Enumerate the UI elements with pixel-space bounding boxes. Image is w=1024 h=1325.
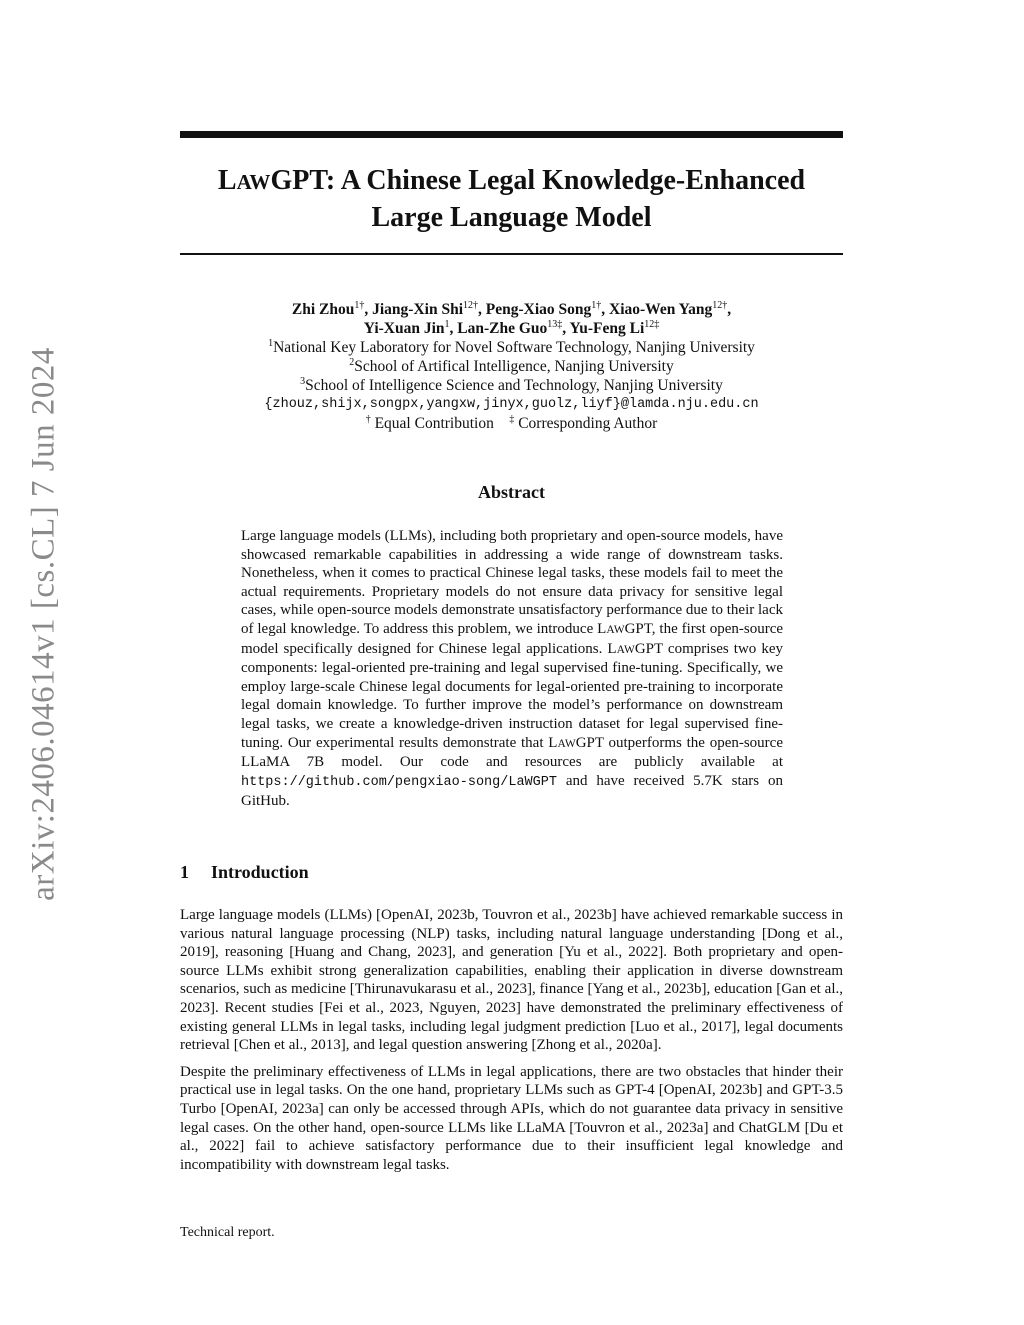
affiliation-2-text: School of Artifical Intelligence, Nanjing University	[354, 358, 674, 375]
affiliation-1	[180, 338, 843, 357]
title-line-1	[180, 163, 843, 200]
author-names-line-2: Yi-Xuan Jin$^1$, Lan-Zhe Guo$^{13\ddagger}$, Yu-Feng $Li^{12\ddagger}$	[363, 318, 660, 337]
author-names-line-1: Zhi Zhou$^{1\dagger}$, Jiang-Xin Shi$^{12\dagger}$, Peng-Xiao Song$^{1\dagger}$, Xiao-Wen Yang$^{12\dagger}$,	[291, 299, 732, 318]
abstract-text-5: and have received 5.7K stars on GitHub.	[241, 772, 783, 810]
abstract-text-4: GPT outperforms the open-source LLaMA 7B model. Our code and resources are publicly available at	[241, 734, 783, 771]
title-rule-bottom	[180, 253, 843, 255]
author-1: Zhi Zhou	[291, 301, 355, 318]
lawgpt-sc-initial-2: L	[607, 640, 617, 657]
title-sc-initial: L	[217, 165, 237, 196]
lawgpt-sc-small-2: AW	[616, 643, 635, 656]
lawgpt-sc-small-1: AW	[606, 623, 625, 636]
author-6: Lan-Zhe Guo	[457, 320, 548, 337]
affiliation-1-text: National Key Laboratory for Novel Software Technology, Nanjing University	[273, 339, 755, 356]
corresponding-author-note: Corresponding Author	[518, 415, 658, 432]
title-rule-top	[180, 131, 843, 138]
author-1-sup: 1†	[354, 299, 365, 311]
author-2-sup: 12†	[463, 299, 479, 311]
footnote-technical-report: Technical report.	[180, 1225, 275, 1240]
author-4-sup: 12†	[712, 299, 728, 311]
affiliation-1-sup: 1	[268, 337, 274, 349]
affiliation-3-text: School of Intelligence Science and Technology, Nanjing University	[305, 377, 723, 394]
affiliation-2	[180, 357, 843, 376]
section-number: 1	[180, 862, 189, 882]
author-5-sup: 1	[444, 318, 450, 330]
section-heading-introduction	[180, 862, 309, 883]
author-6-sup: 13‡	[547, 318, 563, 330]
author-emails: {zhouz,shijx,songpx,yangxw,jinyx,guolz,liyf}@lamda.nju.edu.cn	[264, 397, 759, 412]
lawgpt-sc-small-3: AW	[557, 737, 576, 750]
abstract-text-2: GPT, the first open-source model specifically designed for Chinese legal applications.	[241, 620, 784, 657]
affiliation-3-sup: 3	[300, 375, 306, 387]
author-4: Xiao-Wen Yang	[609, 301, 713, 318]
author-7-sup: 12‡	[644, 318, 660, 330]
lawgpt-sc-initial-1: L	[597, 620, 607, 637]
contribution-notes	[180, 414, 843, 433]
intro-paragraph-2: Despite the preliminary effectiveness of LLMs in legal applications, there are two obstacles that hinder their practical use in legal tasks. On the one hand, proprietary LLMs such as GPT-4 [OpenAI, 2023b] and GPT-3.5 Turbo [OpenAI, 2023a] can only be accessed through APIs, which do not guarantee data privacy in sensitive legal cases. On the other hand, open-source LLMs like LLaMA [Touvron et al., 2023a] and ChatGLM [Du et al., 2022] fail to achieve satisfactory performance due to their insufficient legal knowledge and incompatibility with downstream legal tasks.	[180, 1063, 843, 1173]
lawgpt-sc-initial-3: L	[548, 734, 558, 751]
affiliation-2-sup: 2	[349, 356, 355, 368]
corresponding-author-symbol: ‡	[509, 413, 515, 425]
author-3: Peng-Xiao Song	[485, 301, 592, 318]
title-line-1-rest: GPT: A Chinese Legal Knowledge-Enhanced	[270, 165, 806, 196]
author-3-sup: 1†	[591, 299, 602, 311]
equal-contribution-symbol: †	[365, 413, 371, 425]
section-title: Introduction	[211, 862, 309, 882]
author-7: Yu-Feng Li	[569, 320, 645, 337]
author-2: Jiang-Xin Shi	[372, 301, 464, 318]
introduction-body	[180, 906, 843, 1182]
arxiv-sidebar-stamp: arXiv:2406.04614v1 [cs.CL] 7 Jun 2024	[25, 347, 62, 901]
affiliation-3	[180, 376, 843, 395]
paper-title	[180, 163, 843, 235]
equal-contribution-note: Equal Contribution	[374, 415, 494, 432]
title-line-2: Large Language Model	[371, 202, 652, 233]
author-block	[180, 300, 843, 433]
title-sc-small: AW	[236, 170, 271, 194]
abstract-text-1: Large language models (LLMs), including both proprietary and open-source models, have showcased remarkable capabilities in addressing a wide range of downstream tasks. Nonetheless, when it comes to practical Chinese legal tasks, these models fail to meet the actual requirements. Proprietary models do not ensure data privacy for sensitive legal cases, while open-source models demonstrate unsatisfactory performance due to their lack of legal knowledge. To address this problem, we introduce	[241, 528, 783, 637]
github-link[interactable]: https://github.com/pengxiao-song/LaWGPT	[241, 774, 557, 790]
author-5: Yi-Xuan Jin	[363, 320, 445, 337]
intro-paragraph-1: Large language models (LLMs) [OpenAI, 2023b, Touvron et al., 2023b] have achieved remarkable success in various natural language processing (NLP) tasks, including natural language understanding [Dong et al., 2019], reasoning [Huang and Chang, 2023], and generation [Yu et al., 2022]. Both proprietary and open-source LLMs exhibit strong generalization capabilities, enabling their application in diverse downstream scenarios, such as medicine [Thirunavukarasu et al., 2023], finance [Yang et al., 2023b], education [Gan et al., 2023]. Recent studies [Fei et al., 2023, Nguyen, 2023] have demonstrated the preliminary effectiveness of existing general LLMs in legal tasks, including legal judgment prediction [Luo et al., 2017], legal documents retrieval [Chen et al., 2013], and legal question answering [Zhong et al., 2020a].	[180, 907, 843, 1054]
abstract-heading: Abstract	[478, 482, 545, 502]
abstract-text-3: GPT comprises two key components: legal-oriented pre-training and legal supervised fine-tuning. Specifically, we employ large-scale Chinese legal documents for legal-oriented pre-training to incorporate legal domain knowledge. To further improve the model’s performance on downstream legal tasks, we create a knowledge-driven instruction dataset for legal supervised fine-tuning. Our experimental results demonstrate that	[241, 640, 783, 751]
abstract-body	[241, 527, 783, 811]
